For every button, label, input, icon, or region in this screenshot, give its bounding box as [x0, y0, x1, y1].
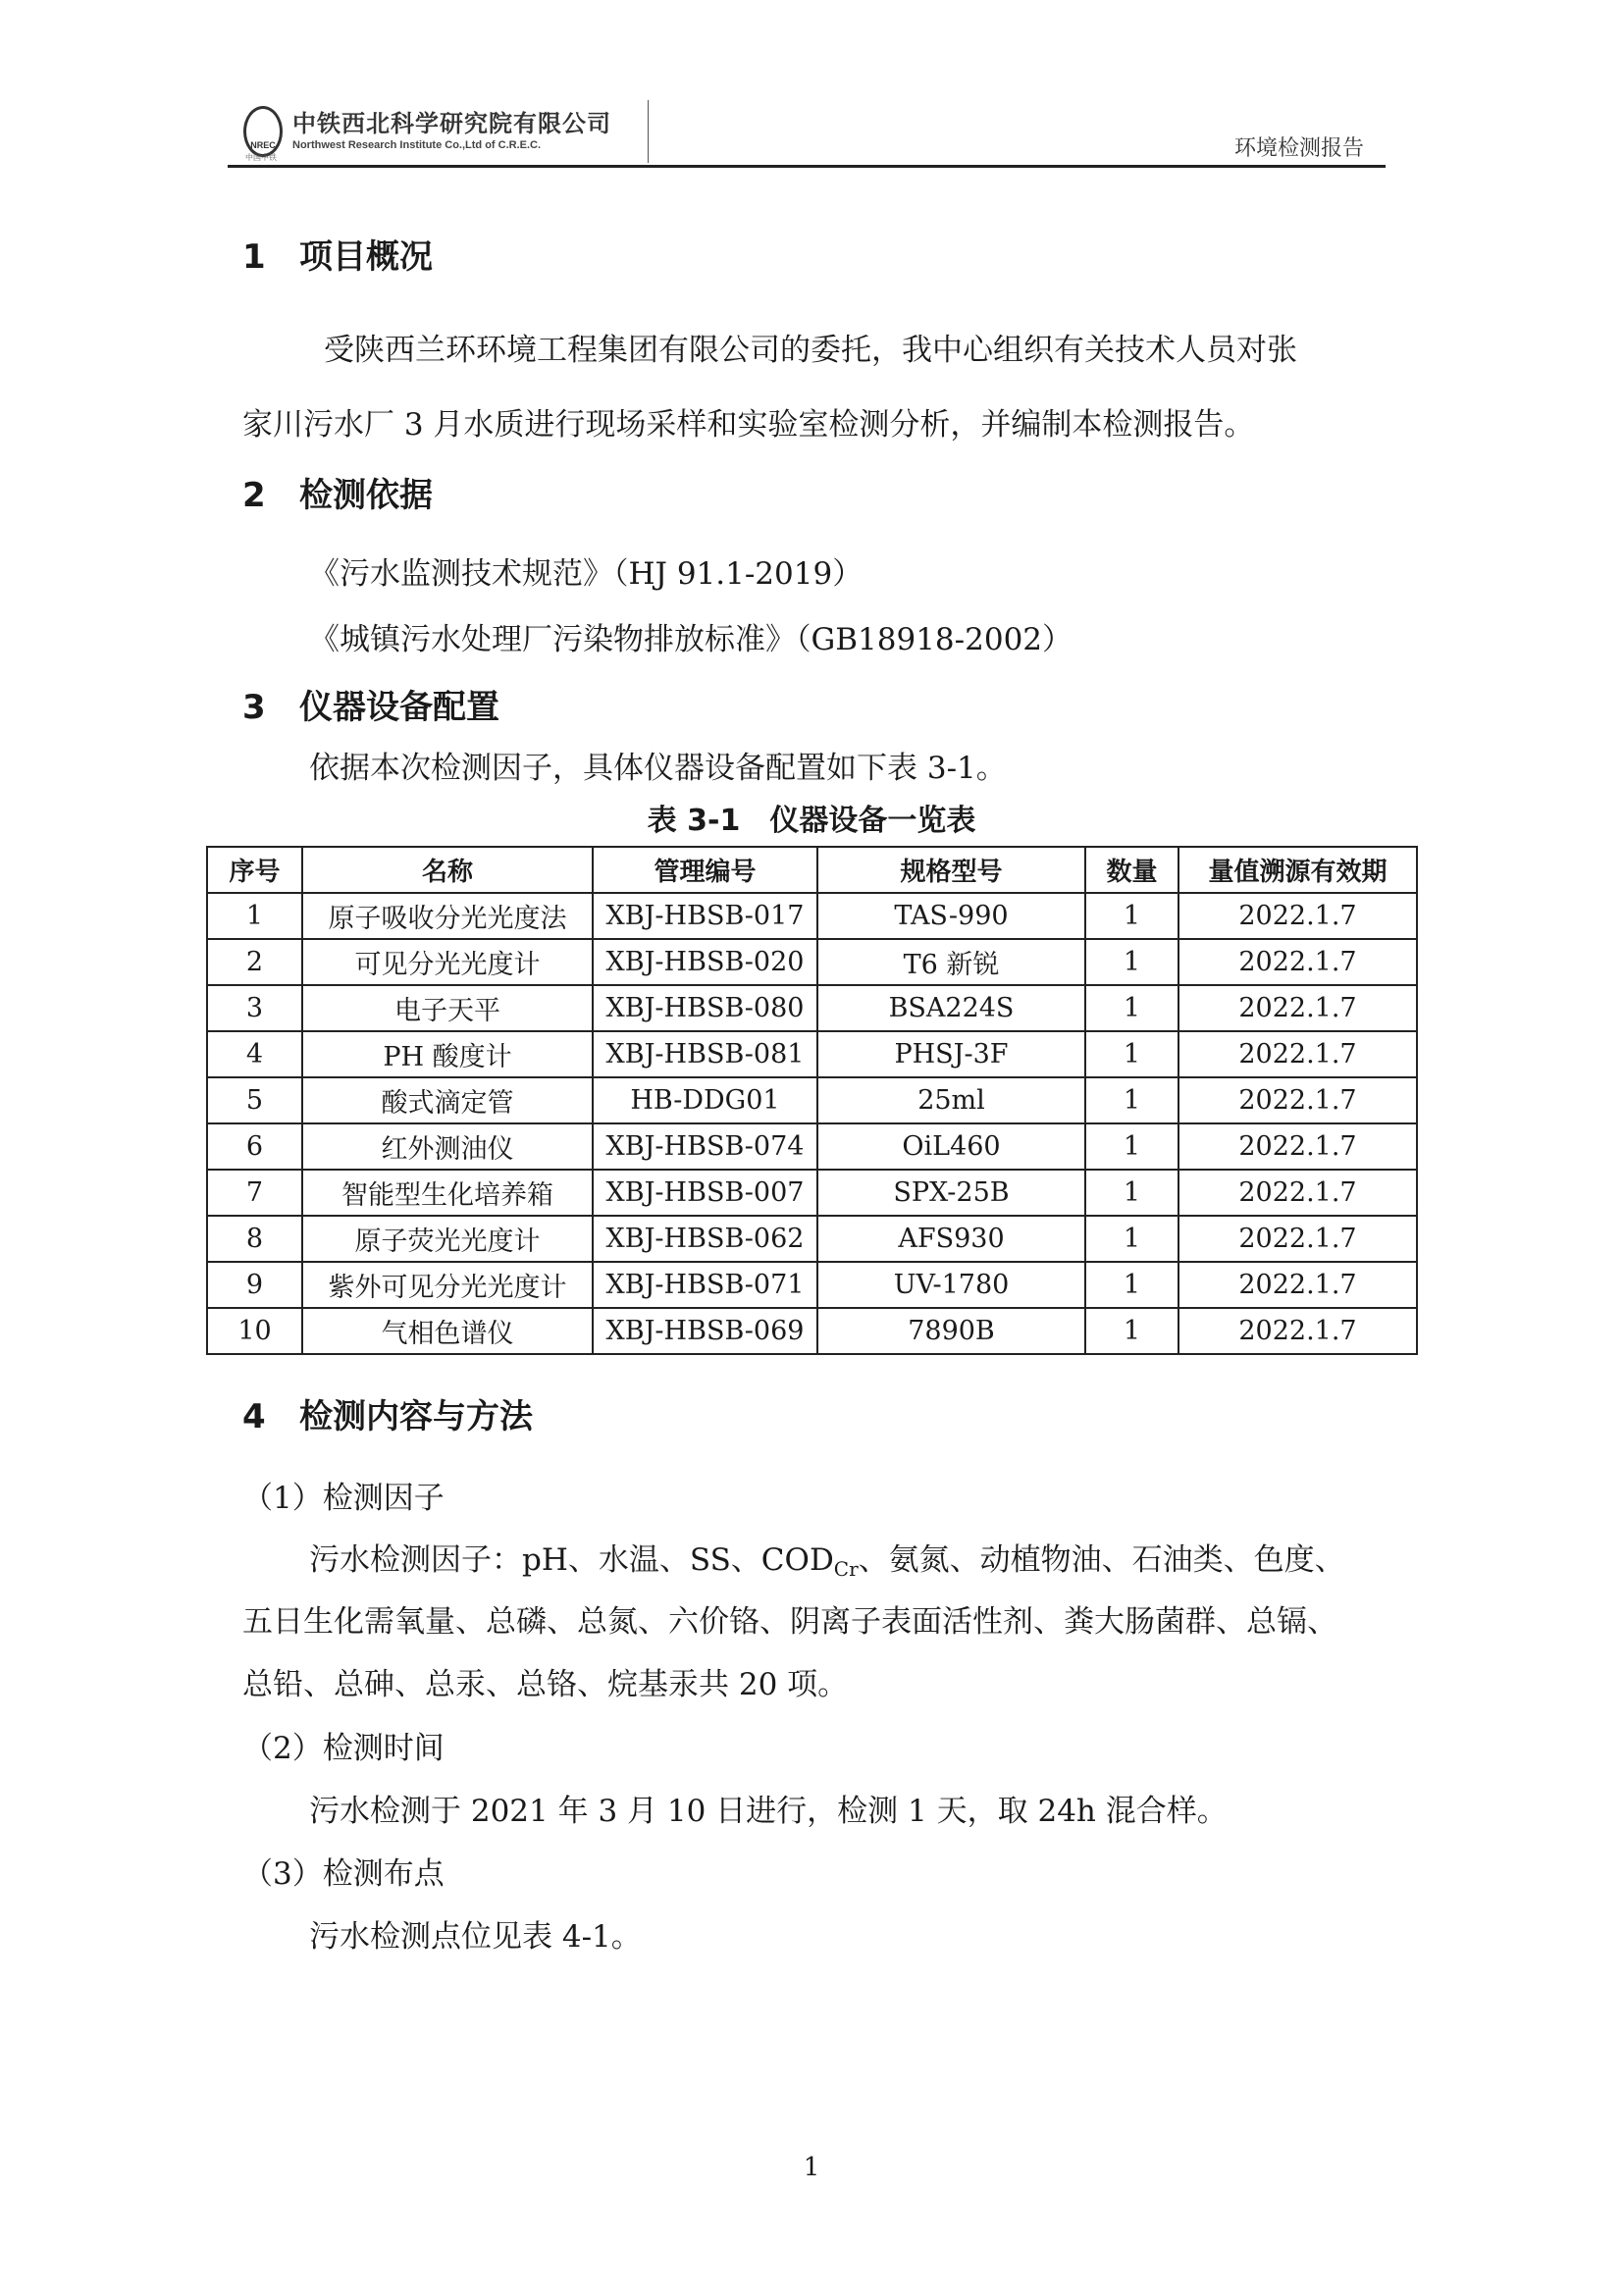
paragraph-line: 家川污水厂 3 月水质进行现场采样和实验室检测分析，并编制本检测报告。	[242, 407, 1255, 443]
reference-item: 《污水监测技术规范》（HJ 91.1-2019）	[309, 556, 864, 592]
table-caption: 表 3-1 仪器设备一览表	[647, 804, 976, 838]
table-cell: 红外测油仪	[302, 1123, 593, 1170]
subheading: （3）检测布点	[242, 1856, 445, 1892]
table-row	[207, 1262, 1417, 1308]
table-cell: XBJ-HBSB-062	[593, 1216, 817, 1262]
logo-emblem-icon: NREC	[243, 106, 283, 157]
table-cell: 10	[207, 1308, 302, 1354]
table-cell: XBJ-HBSB-071	[593, 1262, 817, 1308]
table-cell: 7	[207, 1170, 302, 1216]
section-4-heading: 4 检测内容与方法	[242, 1397, 533, 1436]
header-rule	[228, 165, 1386, 168]
header-separator	[648, 100, 649, 163]
table-cell: 电子天平	[302, 985, 593, 1031]
company-logo	[243, 106, 611, 157]
table-cell: XBJ-HBSB-080	[593, 985, 817, 1031]
table-cell: 9	[207, 1262, 302, 1308]
report-type: 环境检测报告	[1234, 136, 1365, 161]
table-cell: 8	[207, 1216, 302, 1262]
paragraph-line: 污水检测于 2021 年 3 月 10 日进行，检测 1 天，取 24h 混合样。	[309, 1794, 1228, 1829]
table-cell: 5	[207, 1077, 302, 1123]
table-cell: 原子吸收分光光度法	[302, 893, 593, 939]
paragraph-line: 总铅、总砷、总汞、总铬、烷基汞共 20 项。	[242, 1667, 849, 1702]
table-cell: UV-1780	[817, 1262, 1085, 1308]
paragraph-line: 污水检测因子：pH、水温、SS、$COD_{Cr}$、氨氮、动植物油、石油类、色度、	[309, 1542, 1345, 1581]
reference-item: 《城镇污水处理厂污染物排放标准》（GB18918-2002）	[309, 622, 1073, 657]
table-cell: 2022.1.7	[1178, 1123, 1417, 1170]
table-row	[207, 1031, 1417, 1077]
table-header-row	[207, 847, 1417, 893]
table-cell: XBJ-HBSB-007	[593, 1170, 817, 1216]
table-cell: 2022.1.7	[1178, 1170, 1417, 1216]
table-cell: 2022.1.7	[1178, 1077, 1417, 1123]
table-cell: XBJ-HBSB-074	[593, 1123, 817, 1170]
company-name-cn: 中铁西北科学研究院有限公司	[292, 110, 611, 137]
equipment-table	[206, 846, 1418, 1355]
table-cell: 2022.1.7	[1178, 985, 1417, 1031]
page-number: 1	[803, 2153, 820, 2182]
table-cell: 2022.1.7	[1178, 1216, 1417, 1262]
table-cell: 1	[1085, 893, 1178, 939]
paragraph-line: 污水检测点位见表 4-1。	[309, 1919, 642, 1955]
table-cell: 1	[207, 893, 302, 939]
paragraph-line: 五日生化需氧量、总磷、总氮、六价铬、阴离子表面活性剂、粪大肠菌群、总镉、	[242, 1604, 1337, 1640]
table-cell: 1	[1085, 939, 1178, 985]
table-cell: PH 酸度计	[302, 1031, 593, 1077]
column-header: 数量	[1085, 847, 1178, 893]
table-cell: 1	[1085, 1170, 1178, 1216]
column-header: 序号	[207, 847, 302, 893]
table-cell: 2	[207, 939, 302, 985]
table-cell: 1	[1085, 1031, 1178, 1077]
table-cell: 1	[1085, 1216, 1178, 1262]
table-cell: TAS-990	[817, 893, 1085, 939]
paragraph-line: 依据本次检测因子，具体仪器设备配置如下表 3-1。	[309, 751, 1007, 786]
section-3-heading: 3 仪器设备配置	[242, 688, 499, 727]
table-cell: 4	[207, 1031, 302, 1077]
table-cell: 原子荧光光度计	[302, 1216, 593, 1262]
table-cell: 2022.1.7	[1178, 1031, 1417, 1077]
table-row	[207, 1308, 1417, 1354]
table-cell: 3	[207, 985, 302, 1031]
table-cell: 1	[1085, 1308, 1178, 1354]
table-cell: XBJ-HBSB-081	[593, 1031, 817, 1077]
table-cell: BSA224S	[817, 985, 1085, 1031]
table-row	[207, 1216, 1417, 1262]
table-cell: 酸式滴定管	[302, 1077, 593, 1123]
column-header: 名称	[302, 847, 593, 893]
table-cell: OiL460	[817, 1123, 1085, 1170]
table-cell: 2022.1.7	[1178, 1308, 1417, 1354]
table-cell: 1	[1085, 985, 1178, 1031]
table-row	[207, 893, 1417, 939]
table-cell: 2022.1.7	[1178, 1262, 1417, 1308]
table-cell: 7890B	[817, 1308, 1085, 1354]
table-cell: 1	[1085, 1123, 1178, 1170]
table-cell: T6 新锐	[817, 939, 1085, 985]
table-cell: 2022.1.7	[1178, 893, 1417, 939]
table-cell: AFS930	[817, 1216, 1085, 1262]
company-name-en: Northwest Research Institute Co.,Ltd of C.R.E.C.	[292, 139, 542, 151]
table-cell: XBJ-HBSB-069	[593, 1308, 817, 1354]
table-cell: 可见分光光度计	[302, 939, 593, 985]
table-cell: 1	[1085, 1262, 1178, 1308]
table-cell: HB-DDG01	[593, 1077, 817, 1123]
subheading: （1）检测因子	[242, 1481, 445, 1516]
table-cell: 气相色谱仪	[302, 1308, 593, 1354]
section-2-heading: 2 检测依据	[242, 476, 433, 515]
section-1-heading: 1 项目概况	[242, 237, 433, 277]
table-cell: PHSJ-3F	[817, 1031, 1085, 1077]
column-header: 规格型号	[817, 847, 1085, 893]
table-cell: XBJ-HBSB-020	[593, 939, 817, 985]
table-cell: 紫外可见分光光度计	[302, 1262, 593, 1308]
table-row	[207, 1170, 1417, 1216]
table-cell: SPX-25B	[817, 1170, 1085, 1216]
table-cell: 25ml	[817, 1077, 1085, 1123]
table-cell: XBJ-HBSB-017	[593, 893, 817, 939]
column-header: 管理编号	[593, 847, 817, 893]
column-header: 量值溯源有效期	[1178, 847, 1417, 893]
logo-subtitle: 中国中铁	[245, 153, 277, 162]
table-cell: 智能型生化培养箱	[302, 1170, 593, 1216]
subheading: （2）检测时间	[242, 1731, 445, 1766]
table-row	[207, 985, 1417, 1031]
table-cell: 6	[207, 1123, 302, 1170]
table-cell: 2022.1.7	[1178, 939, 1417, 985]
table-row	[207, 939, 1417, 985]
paragraph-line: 受陕西兰环环境工程集团有限公司的委托，我中心组织有关技术人员对张	[324, 333, 1297, 368]
table-row	[207, 1077, 1417, 1123]
table-cell: 1	[1085, 1077, 1178, 1123]
table-row	[207, 1123, 1417, 1170]
